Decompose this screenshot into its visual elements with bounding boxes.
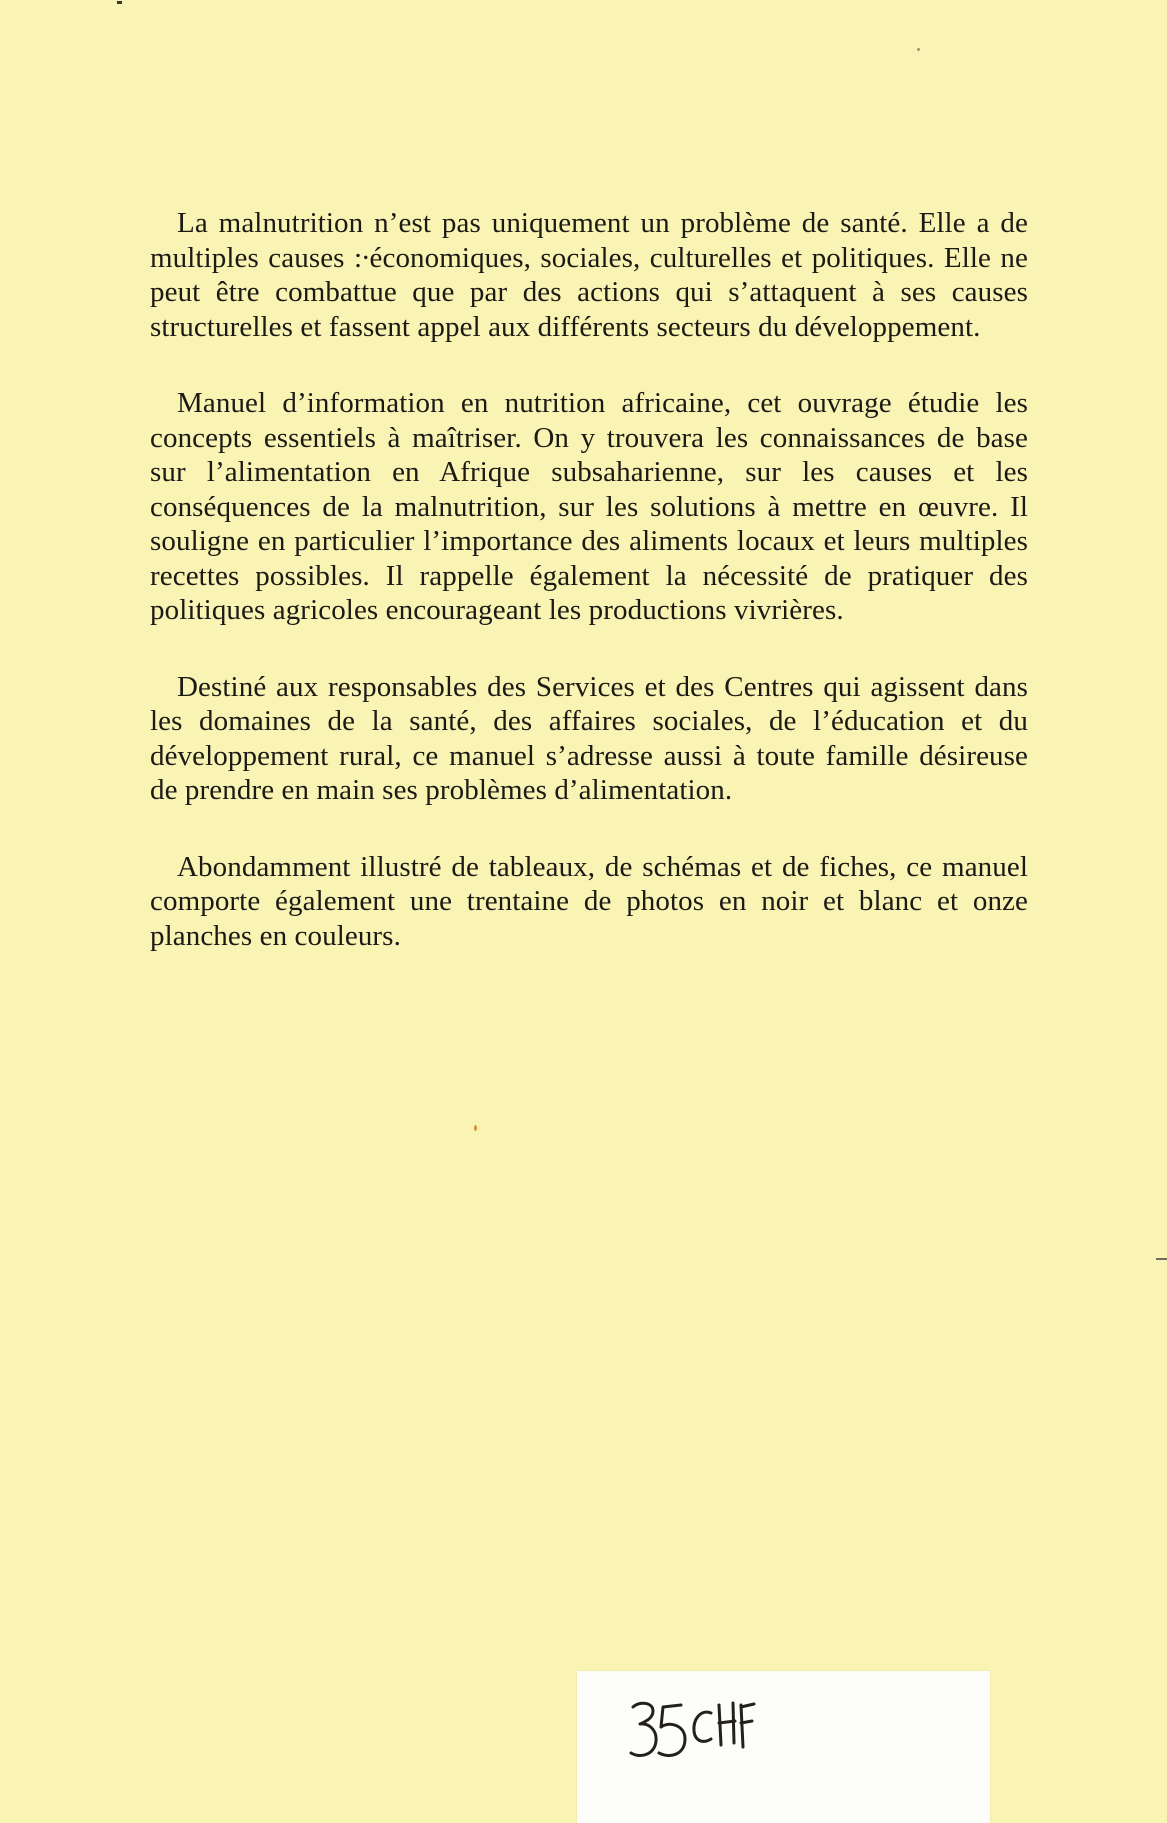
blurb-paragraph-3: Destiné aux responsables des Services et des Centres qui agissent dans les domaines de la santé, des affaires sociales, de l’éducation et du développement rural, ce manuel s’adresse aussi à toute famille désireuse de prendre en main ses problèmes d’alimentation. <box>150 670 1028 806</box>
blurb-paragraph-2: Manuel d’information en nutrition africaine, cet ouvrage étudie les concepts essentiels à maîtriser. On y trouvera les connaissances de base sur l’alimentation en Afrique subsaharienne, sur les causes et les conséquences de la malnutrition, sur les solutions à mettre en œuvre. Il souligne en particulier l’importance des aliments locaux et leurs multiples recettes possibles. Il rappelle également la nécessité de pratiquer des politiques agricoles encourageant les productions vivrières. <box>150 387 1028 626</box>
price-sticker <box>577 1671 990 1823</box>
paper-speck <box>917 48 920 51</box>
paper-speck <box>474 1125 477 1131</box>
scan-artifact-mark <box>117 1 122 4</box>
handwritten-price-35-chf <box>627 1699 757 1769</box>
blurb-paragraph-1: La malnutrition n’est pas uniquement un problème de santé. Elle a de multiples causes :∙économiques, sociales, culturelles et politiques. Elle ne peut être combattue que par des actions qui s’attaquent à ses causes structurelles et fassent appel aux différents secteurs du développement. <box>150 207 1028 343</box>
scan-artifact-mark <box>1156 1258 1167 1260</box>
back-cover-blurb <box>150 206 1028 953</box>
blurb-paragraph-4: Abondamment illustré de tableaux, de schémas et de fiches, ce manuel comporte également une trentaine de photos en noir et blanc et onze planches en couleurs. <box>150 850 1028 952</box>
